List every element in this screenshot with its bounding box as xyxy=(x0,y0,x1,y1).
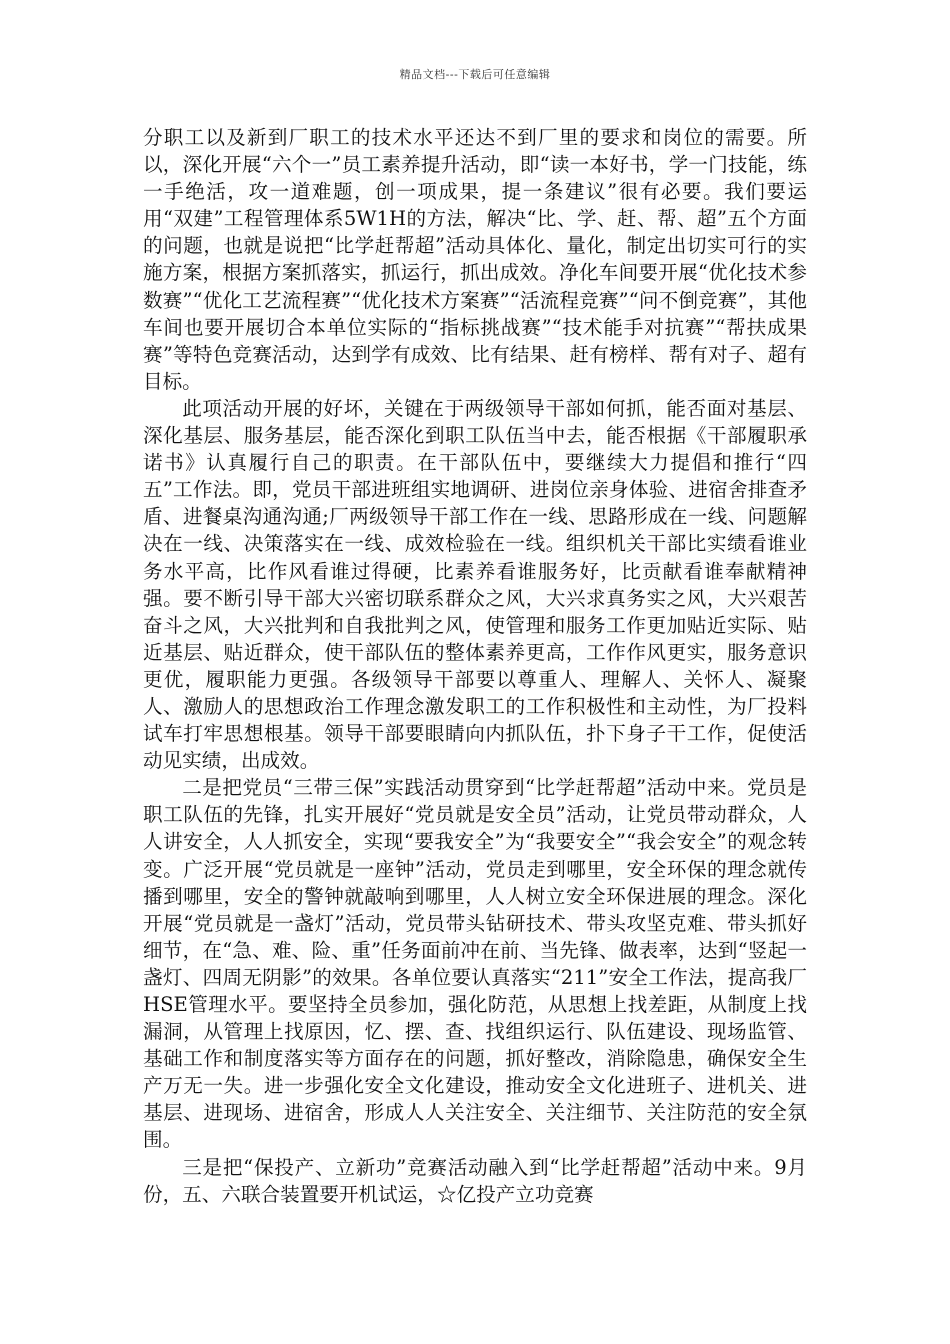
paragraph-1: 分职工以及新到厂职工的技术水平还达不到厂里的要求和岗位的需要。所以，深化开展“六个一”员工素养提升活动，即“读一本好书，学一门技能，练一手绝活，攻一道难题，创一项成果，提一条建议”很有必要。我们要运用“双建”工程管理体系5W1H的方法，解决“比、学、赶、帮、超”五个方面的问题，也就是说把“比学赶帮超”活动具体化、量化，制定出切实可行的实施方案，根据方案抓落实，抓运行，抓出成效。净化车间要开展“优化技术参数赛”“优化工艺流程赛”“优化技术方案赛”“活流程竞赛”“问不倒竞赛”，其他车间也要开展切合本单位实际的“指标挑战赛”“技术能手对抗赛”“帮扶成果赛”等特色竞赛活动，达到学有成效、比有结果、赶有榜样、帮有对子、超有目标。 xyxy=(143,126,807,393)
page-header: 精品文档---下载后可任意编辑 xyxy=(399,68,551,81)
paragraph-2: 此项活动开展的好坏，关键在于两级领导干部如何抓，能否面对基层、深化基层、服务基层，能否深化到职工队伍当中去，能否根据《干部履职承诺书》认真履行自己的职责。在干部队伍中，要继续大力提倡和推行“四五”工作法。即，党员干部进班组实地调研、进岗位亲身体验、进宿舍排查矛盾、进餐桌沟通沟通;厂两级领导干部工作在一线、思路形成在一线、问题解决在一线、决策落实在一线、成效检验在一线。组织机关干部比实绩看谁业务水平高，比作风看谁过得硬，比素养看谁服务好，比贡献看谁奉献精神强。要不断引导干部大兴密切联系群众之风，大兴求真务实之风，大兴艰苦奋斗之风，大兴批判和自我批判之风，使管理和服务工作更加贴近实际、贴近基层、贴近群众，使干部队伍的整体素养更高，工作作风更实，服务意识更优，履职能力更强。各级领导干部要以尊重人、理解人、关怀人、凝聚人、激励人的思想政治工作理念激发职工的工作积极性和主动性，为厂投料试车打牢思想根基。领导干部要眼睛向内抓队伍，扑下身子干工作，促使活动见实绩，出成效。 xyxy=(143,396,807,773)
paragraph-3: 二是把党员“三带三保”实践活动贯穿到“比学赶帮超”活动中来。党员是职工队伍的先锋，扎实开展好“党员就是安全员”活动，让党员带动群众，人人讲安全，人人抓安全，实现“要我安全”为“我要安全”“我会安全”的观念转变。广泛开展“党员就是一座钟”活动，党员走到哪里，安全环保的理念就传播到哪里，安全的警钟就敲响到哪里，人人树立安全环保进展的理念。深化开展“党员就是一盏灯”活动，党员带头钻研技术、带头攻坚克难、带头抓好细节，在“急、难、险、重”任务面前冲在前、当先锋、做表率，达到“竖起一盏灯、四周无阴影”的效果。各单位要认真落实“211”安全工作法，提高我厂HSE管理水平。要坚持全员参加，强化防范，从思想上找差距，从制度上找漏洞，从管理上找原因，忆、摆、查、找组织运行、队伍建设、现场监管、基础工作和制度落实等方面存在的问题，抓好整改，消除隐患，确保安全生产万无一失。进一步强化安全文化建设，推动安全文化进班子、进机关、进基层、进现场、进宿舍，形成人人关注安全、关注细节、关注防范的安全氛围。 xyxy=(143,776,807,1152)
document-body xyxy=(143,124,807,1208)
paragraph-4: 三是把“保投产、立新功”竞赛活动融入到“比学赶帮超”活动中来。9月份，五、六联合装置要开机试运，☆亿投产立功竞赛 xyxy=(143,1155,807,1206)
